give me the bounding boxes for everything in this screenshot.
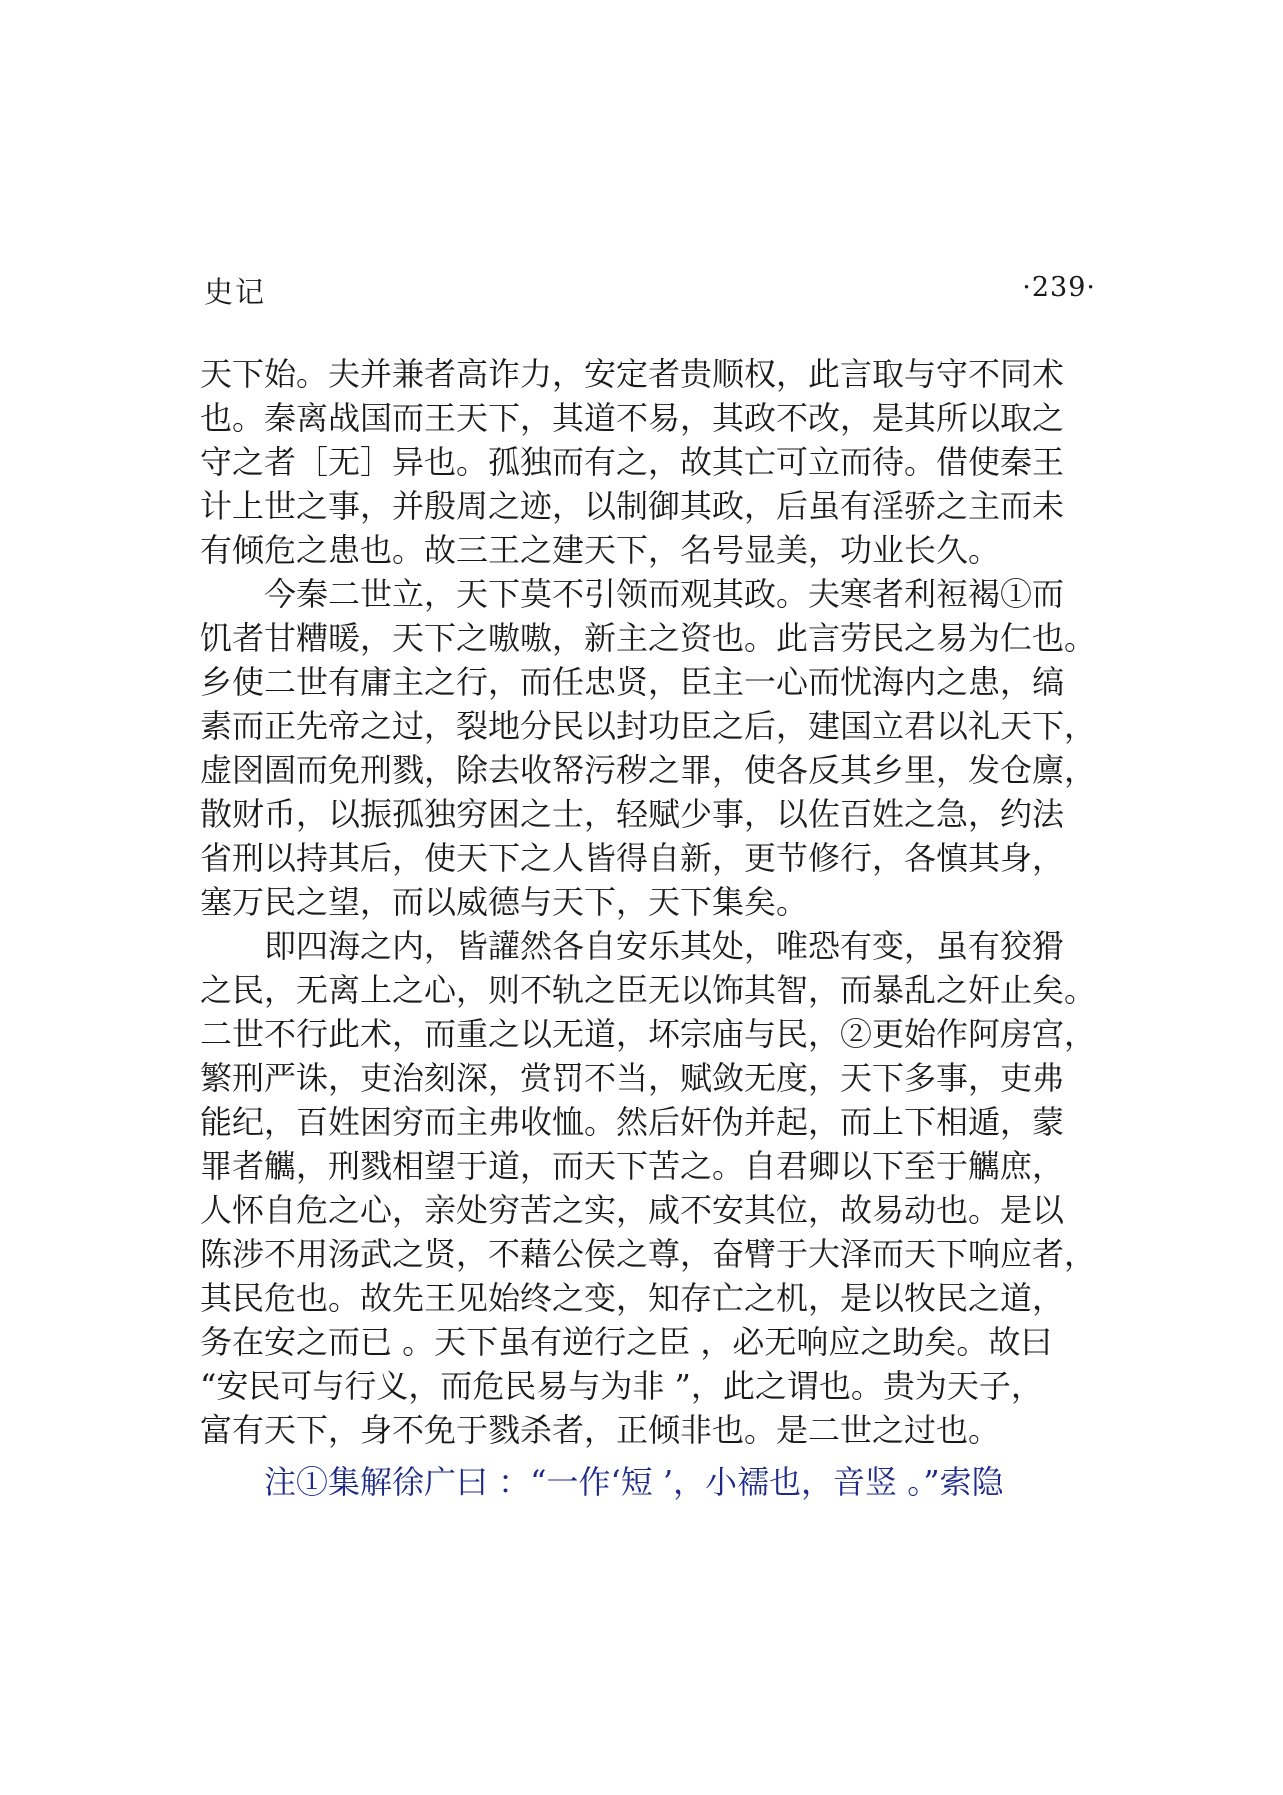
text-line: 素而正先帝之过，裂地分民以封功臣之后，建国立君以礼天下， [200, 707, 1097, 745]
paragraph-start-line: 今秦二世立，天下莫不引领而观其政。夫寒者利裋褐①而 [264, 575, 1065, 613]
text-line: 务在安之而已 。天下虽有逆行之臣 ，必无响应之助矣。故曰 [200, 1323, 1053, 1361]
text-line: 能纪，百姓困穷而主弗收恤。然后奸伪并起，而上下相遁，蒙 [200, 1103, 1065, 1141]
text-line: 罪者觽，刑戮相望于道，而天下苦之。自君卿以下至于觽庶， [200, 1147, 1065, 1185]
text-line: 陈涉不用汤武之贤，不藉公侯之尊，奋臂于大泽而天下响应者， [200, 1235, 1097, 1273]
text-line: 繁刑严诛，吏治刻深，赏罚不当，赋敛无度，天下多事，吏弗 [200, 1059, 1065, 1097]
text-line: 人怀自危之心，亲处穷苦之实，咸不安其位，故易动也。是以 [200, 1191, 1065, 1229]
paragraph-start-line: 即四海之内，皆讙然各自安乐其处，唯恐有变，虽有狡猾 [264, 927, 1065, 965]
page-number: ·239· [1022, 272, 1096, 303]
page-header [204, 270, 1096, 310]
text-line: 散财币，以振孤独穷困之士，轻赋少事，以佐百姓之急，约法 [200, 795, 1065, 833]
text-line: 虚囹圄而免刑戮，除去收帑污秽之罪，使各反其乡里，发仓廪， [200, 751, 1097, 789]
text-line: 塞万民之望，而以威德与天下，天下集矣。 [200, 883, 809, 921]
text-line: 饥者甘糟暖，天下之嗷嗷，新主之资也。此言劳民之易为仁也。 [200, 619, 1097, 657]
text-line: 乡使二世有庸主之行，而任忠贤，臣主一心而忧海内之患，缟 [200, 663, 1065, 701]
text-line: 富有天下，身不免于戮杀者，正倾非也。是二世之过也。 [200, 1411, 1001, 1449]
text-line: 之民，无离上之心，则不轨之臣无以饰其智，而暴乱之奸止矣。 [200, 971, 1097, 1009]
text-line: 也。秦离战国而王天下，其道不易，其政不改，是其所以取之 [200, 399, 1065, 437]
text-line: 省刑以持其后，使天下之人皆得自新，更节修行，各慎其身， [200, 839, 1065, 877]
text-line: 计上世之事，并殷周之迹，以制御其政，后虽有淫骄之主而未 [200, 487, 1065, 525]
main-text [200, 352, 1112, 1452]
text-line: 有倾危之患也。故三王之建天下，名号显美，功业长久。 [200, 531, 1001, 569]
text-line: 其民危也。故先王见始终之变，知存亡之机，是以牧民之道， [200, 1279, 1065, 1317]
footnote: 注①集解徐广曰 ：“一作‘短 ’，小襦也，音竖 。”索隐 [264, 1463, 1004, 1501]
book-title: 史记 [204, 275, 267, 309]
text-line: “安民可与行义，而危民易与为非 ”，此之谓也。贵为天子， [200, 1367, 1043, 1405]
text-line: 守之者［无］异也。孤独而有之，故其亡可立而待。借使秦王 [200, 443, 1065, 481]
text-line: 二世不行此术，而重之以无道，坏宗庙与民，②更始作阿房宫， [200, 1015, 1097, 1053]
text-line: 天下始。夫并兼者高诈力，安定者贵顺权，此言取与守不同术 [200, 355, 1065, 393]
